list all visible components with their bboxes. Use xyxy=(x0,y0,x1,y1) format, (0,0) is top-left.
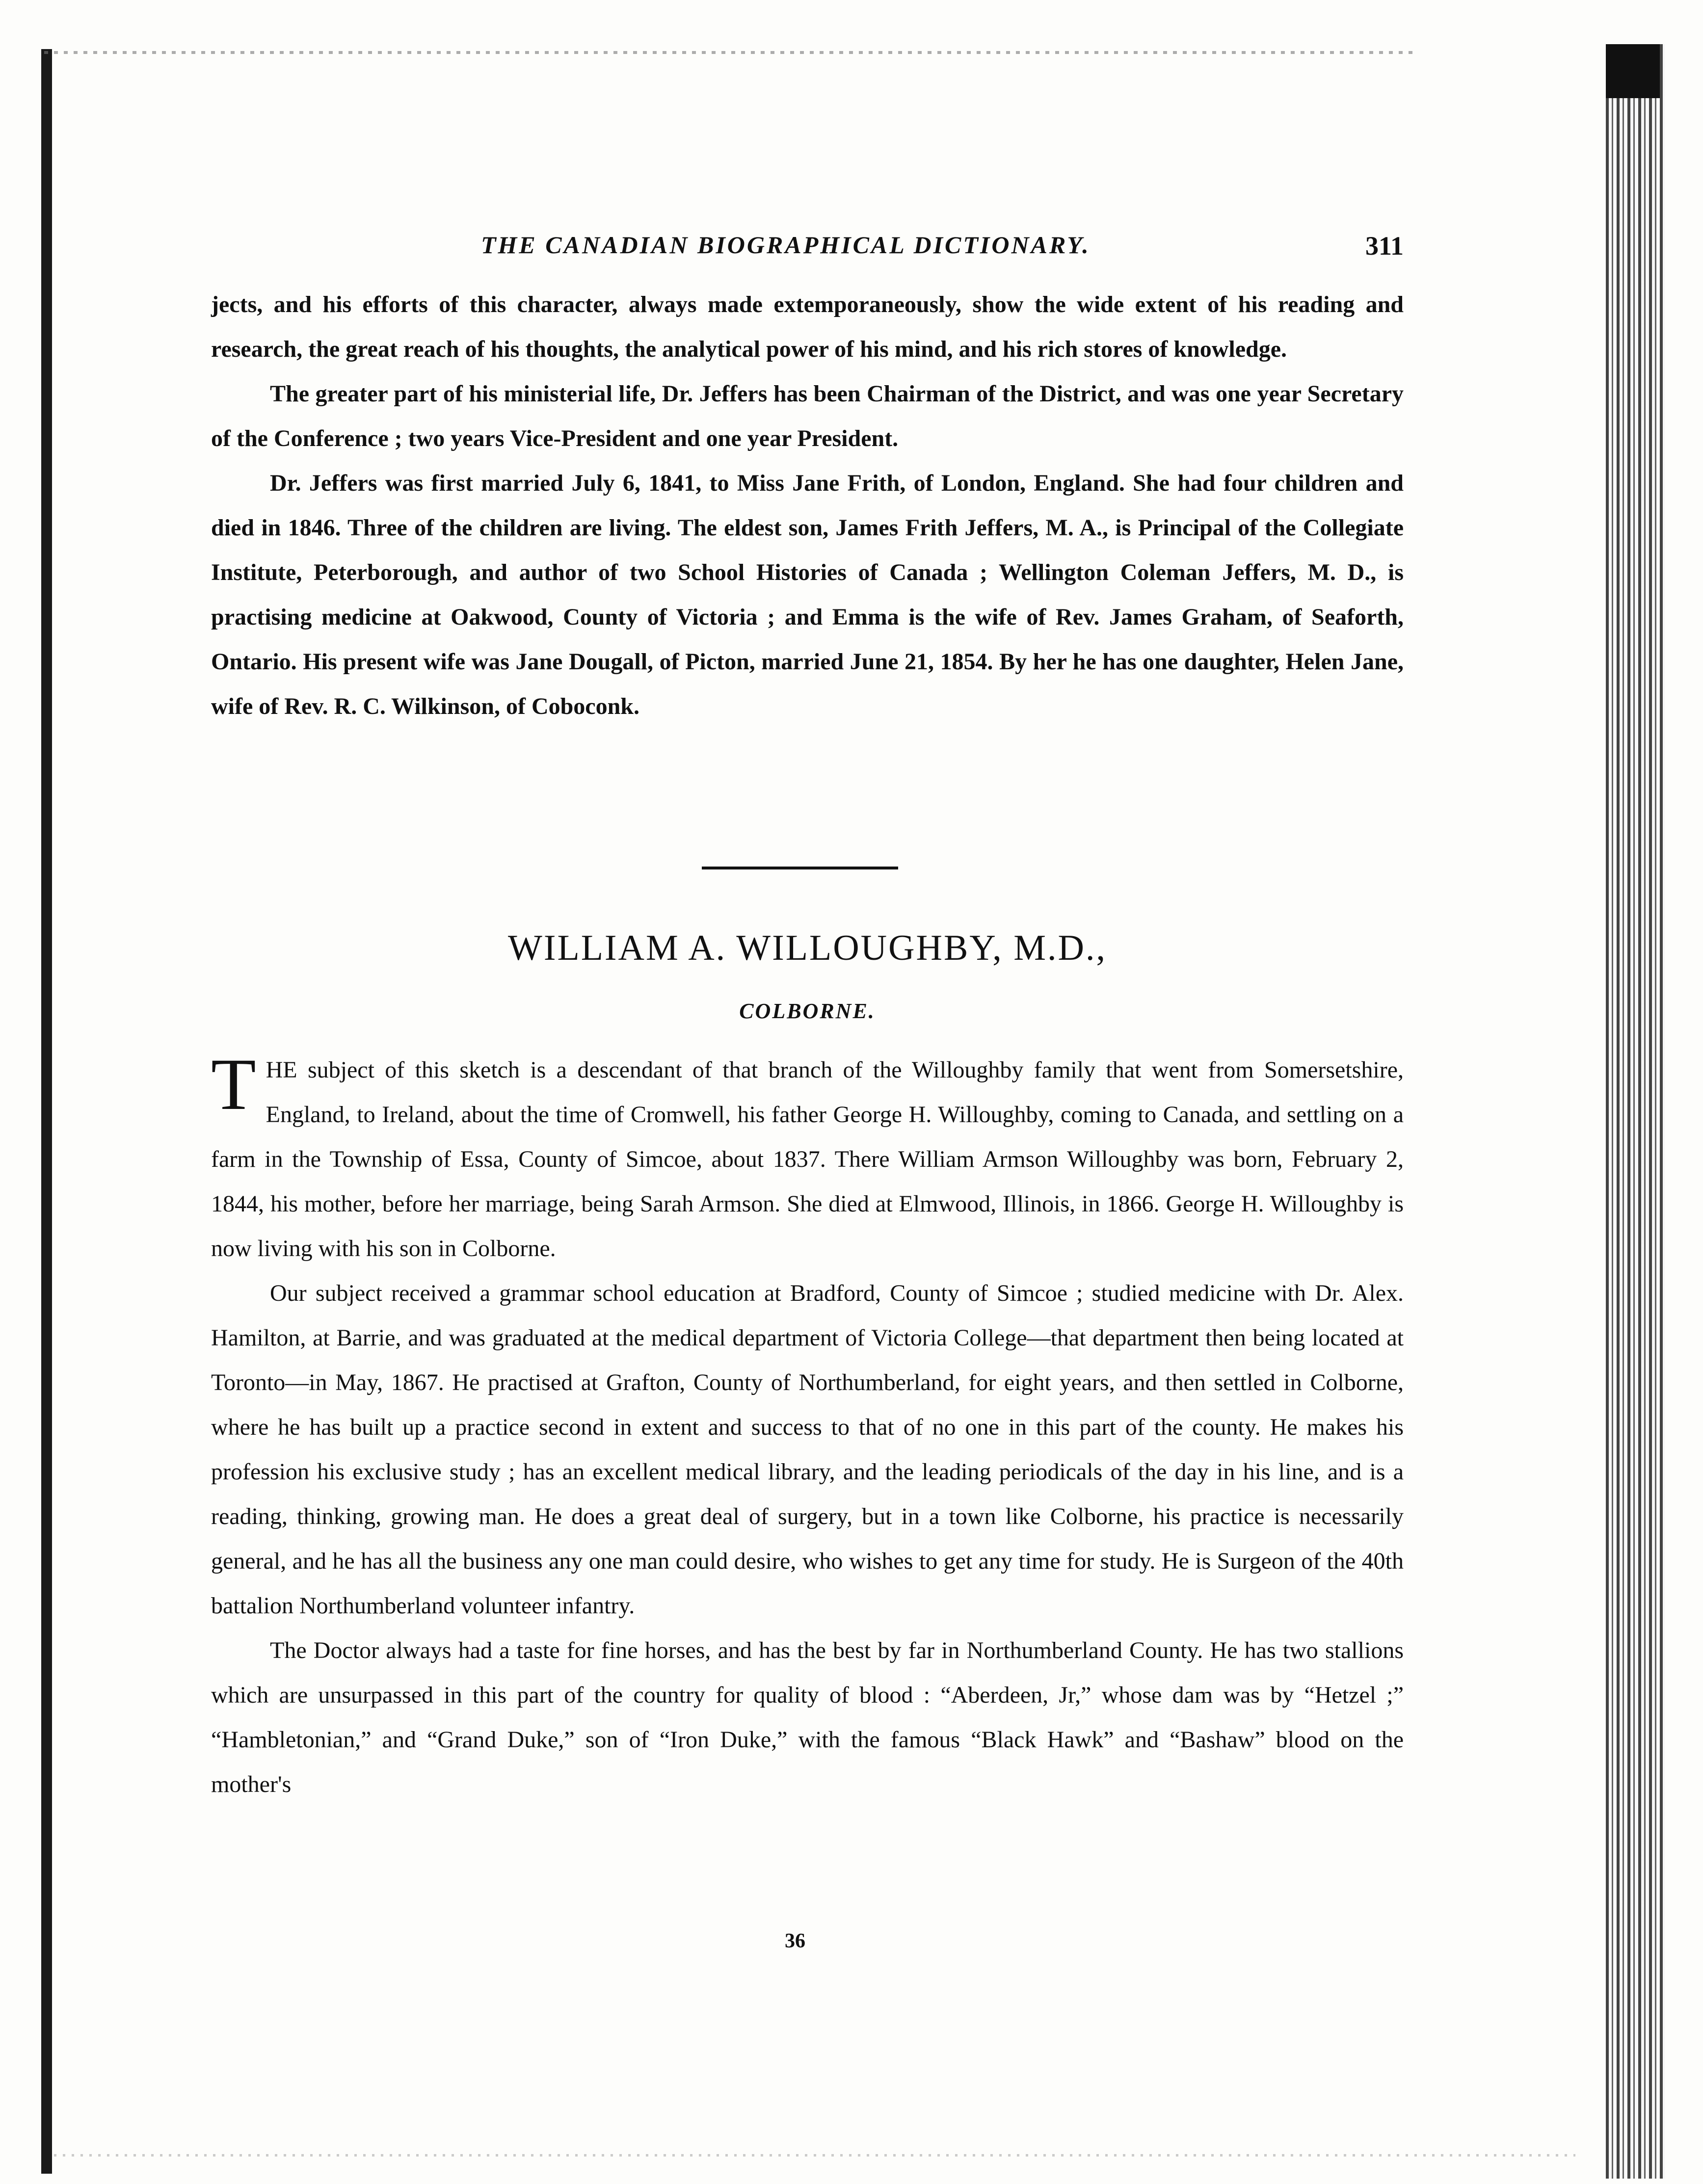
page-header xyxy=(211,231,1404,265)
article-location: COLBORNE. xyxy=(739,999,876,1023)
scan-top-edge xyxy=(44,51,1418,54)
paragraph: Our subject received a grammar school education at Bradford, County of Simcoe ; studied medicine with Dr. Alex. Hamilton, at Barrie, and was graduated at the medical department of Victoria College—that department then being located at Toronto—in May, 1867. He practised at Grafton, County of Northumberland, for eight years, and then settled in Colborne, where he has built up a practice second in extent and success to that of no one in this part of the county. He makes his profession his exclusive study ; has an excellent medical library, and the leading periodicals of the day in his line, and is a reading, thinking, growing man. He does a great deal of surgery, but in a town like Colborne, his practice is necessarily general, and he has all the business any one man could desire, who wishes to get any time for study. He is Surgeon of the 40th battalion Northumberland volunteer infantry. xyxy=(211,1280,1404,1619)
previous-article-text xyxy=(211,282,1404,729)
article-title: WILLIAM A. WILLOUGHBY, M.D., xyxy=(508,928,1107,968)
scan-right-edge xyxy=(1606,44,1665,2179)
paragraph: jects, and his efforts of this character, always made extemporaneously, show the wide extent of his reading and research, the great reach of his thoughts, the analytical power of his mind, and his rich stores of knowledge. xyxy=(211,291,1404,362)
section-divider xyxy=(702,867,898,869)
paragraph: Dr. Jeffers was first married July 6, 1841, to Miss Jane Frith, of London, England. She had four children and died in 1846. Three of the children are living. The eldest son, James Frith Jeffers, M. A., is Principal of the Collegiate Institute, Peterborough, and author of two School Histories of Canada ; Wellington Coleman Jeffers, M. D., is practising medicine at Oakwood, County of Victoria ; and Emma is the wife of Rev. James Graham, of Seaforth, Ontario. His present wife was Jane Dougall, of Picton, married June 21, 1854. By her he has one daughter, Helen Jane, wife of Rev. R. C. Wilkinson, of Coboconk. xyxy=(211,470,1404,719)
signature-mark: 36 xyxy=(785,1930,805,1952)
running-title: THE CANADIAN BIOGRAPHICAL DICTIONARY. xyxy=(481,231,1091,259)
paragraph-text: HE subject of this sketch is a descendant of that branch of the Willoughby family that went from Somersetshire, England, to Ireland, about the time of Cromwell, his father George H. Willoughby, coming to Canada, and settling on a farm in the Township of Essa, County of Simcoe, about 1837. There William Armson Willoughby was born, February 2, 1844, his mother, before her marriage, being Sarah Armson. She died at Elmwood, Illinois, in 1866. George H. Willoughby is now living with his son in Colborne. xyxy=(211,1057,1404,1262)
paragraph: The greater part of his ministerial life, Dr. Jeffers has been Chairman of the District, and was one year Secretary of the Conference ; two years Vice-President and one year President. xyxy=(211,381,1404,451)
scan-left-edge xyxy=(41,49,52,2174)
paragraph: The Doctor always had a taste for fine horses, and has the best by far in Northumberland County. He has two stallions which are unsurpassed in this part of the country for quality of blood : “Aberdeen, Jr,” whose dam was by “Hetzel ;” “Hambletonian,” and “Grand Duke,” son of “Iron Duke,” with the famous “Black Hawk” and “Bashaw” blood on the mother's xyxy=(211,1637,1404,1797)
article-text xyxy=(211,1044,1404,1807)
scan-right-corner xyxy=(1606,44,1660,98)
drop-cap: T xyxy=(211,1044,256,1125)
scan-bottom-edge xyxy=(54,2154,1575,2157)
paragraph xyxy=(211,1044,1404,1271)
page-number: 311 xyxy=(1365,231,1404,261)
